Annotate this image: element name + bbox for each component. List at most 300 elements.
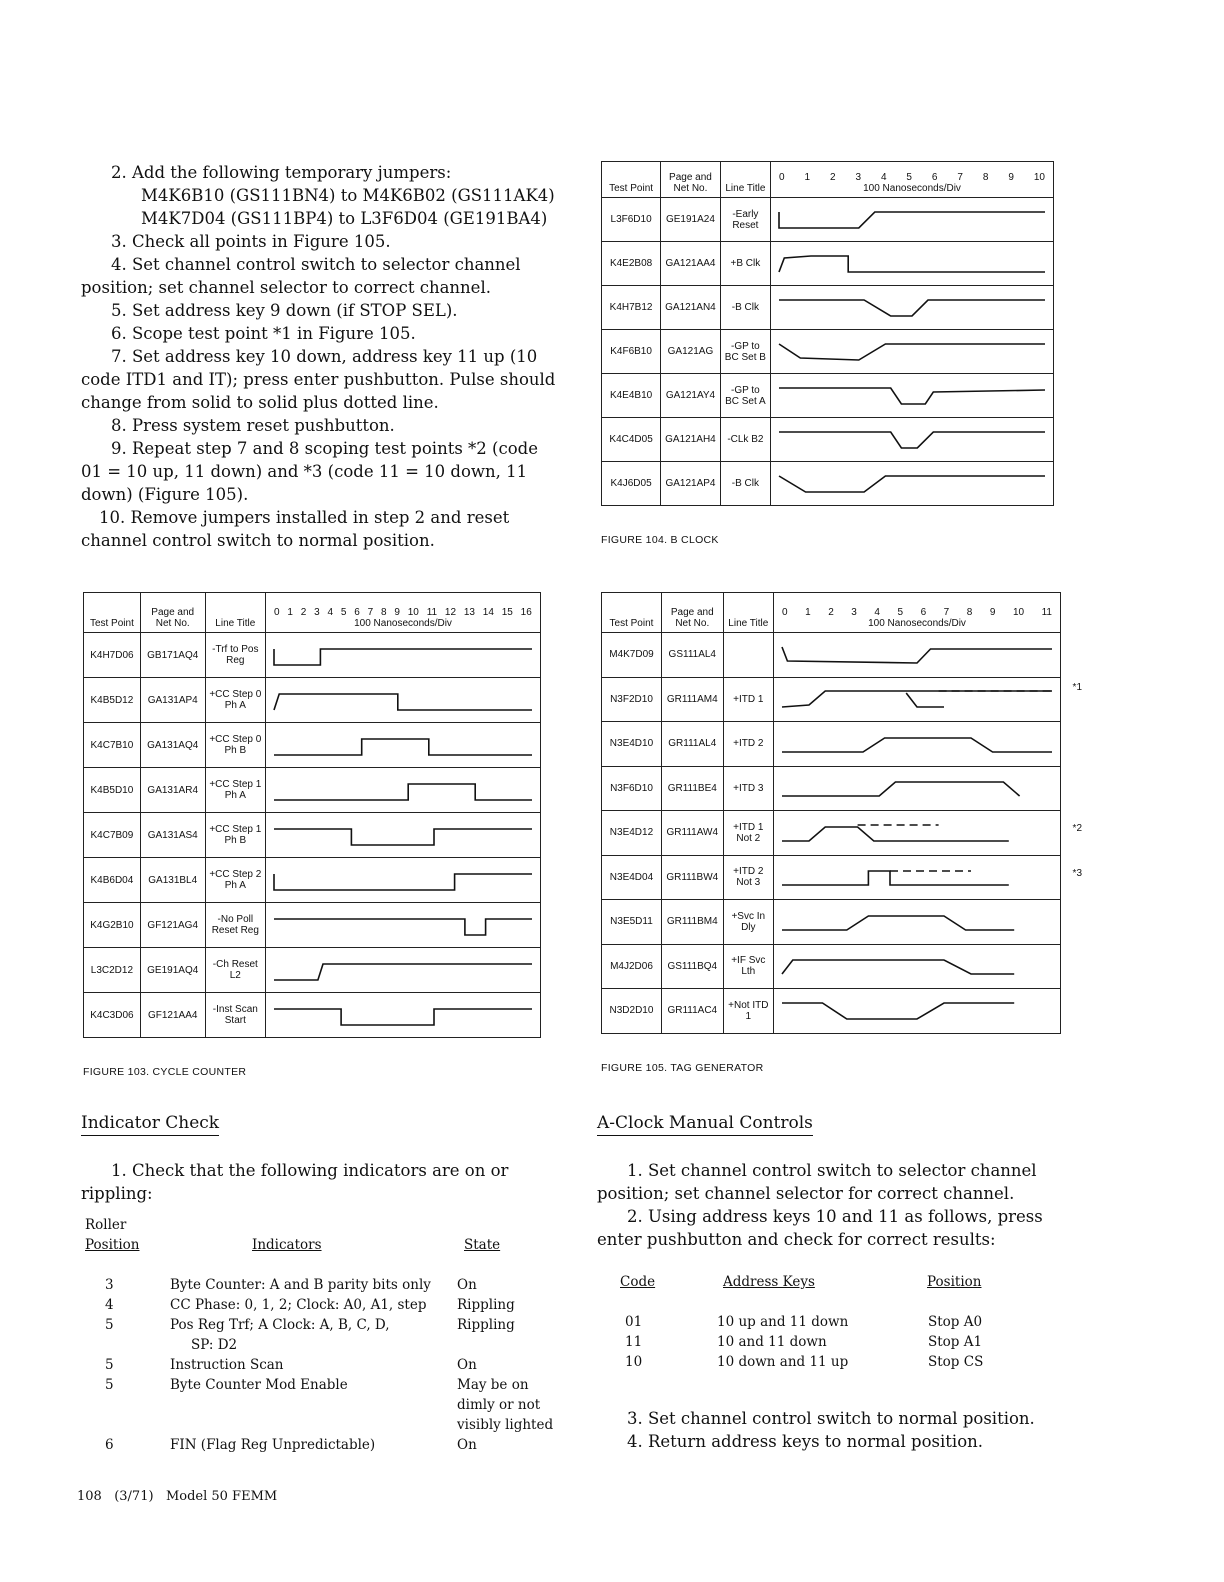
line-title: -B Clk [720,462,770,506]
step-4: 4. Set channel control switch to selector channel position; set channel selector to correct channel. [81,255,521,297]
line-title: +ITD 2 [723,722,773,767]
col-test-point: Test Point [602,162,661,198]
line-title: -B Clk [720,286,770,330]
waveform [268,1001,538,1029]
indicator-check-intro: 1. Check that the following indicators are on or rippling: [81,1161,509,1203]
waveform [776,774,1058,802]
net-number: GB171AQ4 [140,633,205,678]
aclock-step-3: 3. Set channel control switch to normal position. [627,1409,1035,1428]
signal-row [84,633,541,678]
waveform [268,866,538,894]
waveform [268,821,538,849]
waveform-cell [266,678,541,723]
col-address-keys: Address Keys [723,1274,815,1290]
waveform-trace [779,344,1045,360]
tick-label: 5 [897,607,904,618]
tick-label: 4 [327,607,334,618]
col-state: State [464,1237,501,1253]
aclock-step-1: 1. Set channel control switch to selector channel position; set channel selector for correct channel. [597,1161,1037,1203]
waveform-trace [274,1009,532,1025]
net-number: GA131AP4 [140,678,205,723]
figure-105-table [601,592,1082,1034]
line-title: -Early Reset [720,198,770,242]
net-number: GA121AY4 [661,374,721,418]
tick-label: 2 [829,172,836,183]
waveform-cell [771,286,1054,330]
signal-row [602,677,1061,722]
roller-position: 5 [105,1357,114,1373]
waveform [268,731,538,759]
tick-label: 8 [966,607,973,618]
signal-row [602,722,1061,767]
test-point: K4C4D05 [602,418,661,462]
net-number: GA121AP4 [661,462,721,506]
code-value: 01 [625,1314,643,1330]
indicator-table [85,1215,555,1465]
test-point: N3E4D04 [602,855,662,900]
code-value: 10 [625,1354,643,1370]
signal-row [84,903,541,948]
tick-label: 3 [851,607,857,618]
line-title: -Trf to Pos Reg [205,633,265,678]
tick-label: 6 [920,607,927,618]
time-unit: 100 Nanoseconds/Div [868,618,966,629]
test-point: K4C7B09 [84,813,141,858]
waveform-trace [782,647,1052,663]
test-point: K4G2B10 [84,903,141,948]
waveform-trace [779,476,1045,492]
waveform-cell [771,418,1054,462]
waveform [268,641,538,669]
waveform-cell [266,903,541,948]
waveform-cell [774,677,1082,722]
test-point: N3D2D10 [602,989,662,1034]
col-position: Position [927,1274,982,1290]
waveform-cell [771,242,1054,286]
waveform [773,338,1051,366]
indicator-state: Rippling [457,1297,515,1313]
waveform-trace [782,827,1009,841]
test-point: N3F6D10 [602,766,662,811]
indicator-name-cont: SP: D2 [191,1337,238,1353]
waveform-cell [266,993,541,1038]
net-number: GR111BE4 [661,766,723,811]
waveform [776,952,1058,980]
net-number: GA121AG [661,330,721,374]
waveform-cell [266,813,541,858]
position-value: Stop A1 [928,1334,983,1350]
test-point: N3E4D10 [602,722,662,767]
test-point: K4J6D05 [602,462,661,506]
figure-103-caption: FIGURE 103. CYCLE COUNTER [83,1066,247,1078]
tick-label: 2 [828,607,834,618]
test-point: K4B5D12 [84,678,141,723]
tick-labels [776,607,1058,618]
line-title: +CC Step 0 Ph B [205,723,265,768]
waveform-trace [779,212,1045,228]
tick-label: 11 [1041,607,1052,618]
waveform [773,426,1051,454]
col-test-point: Test Point [602,593,662,633]
col-test-point: Test Point [84,593,141,633]
tick-label: 8 [982,172,989,183]
line-title [723,633,773,678]
tick-label: 1 [287,607,293,618]
net-number: GF121AG4 [140,903,205,948]
waveform [773,382,1051,410]
net-number: GA121AN4 [661,286,721,330]
waveform-trace [782,871,1009,885]
tick-label: 10 [407,607,419,618]
waveform [773,250,1051,278]
signal-row [84,858,541,903]
tick-label: 14 [482,607,494,618]
tick-label: 5 [906,172,912,183]
test-point: N3E5D11 [602,900,662,945]
line-title: -GP to BC Set A [720,374,770,418]
col-code: Code [620,1274,656,1290]
figure-105-caption: FIGURE 105. TAG GENERATOR [601,1061,764,1074]
tick-label: 7 [367,607,374,618]
aclock-steps [597,1159,1072,1251]
step-2: 2. Add the following temporary jumpers: [111,163,452,182]
tick-label: 15 [501,607,513,618]
roller-position: 5 [105,1317,114,1333]
indicator-state: Rippling [457,1317,515,1333]
position-value: Stop CS [928,1354,984,1370]
col-page-net: Page and Net No. [140,593,205,633]
waveform [776,685,1058,713]
waveform [776,908,1058,936]
tick-label: 16 [520,607,532,618]
indicator-name: Instruction Scan [170,1357,284,1373]
col-timing [266,593,541,633]
waveform-trace [782,916,1014,930]
figure-103-table [83,592,541,1038]
tick-label: 7 [943,607,950,618]
col-timing [771,162,1054,198]
signal-row [84,768,541,813]
roller-position: 5 [105,1377,114,1393]
net-number: GR111AW4 [661,811,723,856]
waveform-cell [774,811,1082,856]
signal-row [84,723,541,768]
indicator-state: On [457,1437,477,1453]
step-6: 6. Scope test point *1 in Figure 105. [111,324,416,343]
net-number: GF121AA4 [140,993,205,1038]
tick-label: 6 [354,607,360,618]
roller-position: 4 [105,1297,114,1313]
signal-row [84,813,541,858]
roller-position: 6 [105,1437,114,1453]
waveform-trace [274,829,532,845]
line-title: -GP to BC Set B [720,330,770,374]
test-point: K4H7B12 [602,286,661,330]
time-unit: 100 Nanoseconds/Div [863,183,961,194]
signal-row [602,418,1054,462]
tick-label: 1 [805,607,811,618]
col-roller-label: Roller [85,1217,127,1233]
signal-row [602,374,1054,418]
net-number: GS111AL4 [661,633,723,678]
address-keys-value: 10 and 11 down [717,1334,827,1350]
line-title: +ITD 2 Not 3 [723,855,773,900]
waveform [776,819,1058,847]
waveform-trace [274,919,532,935]
waveform [773,294,1051,322]
tick-label: 3 [314,607,320,618]
tick-label: 9 [989,607,996,618]
net-number: GA121AH4 [661,418,721,462]
waveform [773,206,1051,234]
signal-row [602,633,1061,678]
line-title: +B Clk [720,242,770,286]
test-point: K4E2B08 [602,242,661,286]
net-number: GA131AS4 [140,813,205,858]
col-page-net: Page and Net No. [661,593,723,633]
net-number: GR111BW4 [661,855,723,900]
waveform-trace [274,649,532,665]
waveform-cell [774,722,1061,767]
tick-label: 5 [340,607,347,618]
test-point: M4J2D06 [602,944,662,989]
tick-labels [773,172,1051,183]
tick-label: 7 [957,172,963,183]
col-indicators: Indicators [252,1237,322,1253]
page-footer: 108 (3/71) Model 50 FEMM [77,1489,278,1504]
step-5: 5. Set address key 9 down (if STOP SEL). [111,301,458,320]
line-title: +ITD 1 [723,677,773,722]
test-point: K4B6D04 [84,858,141,903]
aclock-steps-end [597,1407,1077,1453]
waveform [268,956,538,984]
signal-row [602,989,1061,1034]
procedure-steps [81,161,561,552]
col-page-net: Page and Net No. [661,162,721,198]
waveform-cell [774,766,1061,811]
net-number: GE191A24 [661,198,721,242]
tick-label: 10 [1033,172,1045,183]
aclock-step-4: 4. Return address keys to normal position. [627,1432,983,1451]
signal-row [602,944,1061,989]
col-line-title: Line Title [720,162,770,198]
col-roller-position: Position [85,1237,140,1253]
waveform-cell [771,374,1054,418]
test-point: N3E4D12 [602,811,662,856]
step-8: 8. Press system reset pushbutton. [111,416,395,435]
waveform-trace [274,694,532,710]
tick-label: 9 [394,607,400,618]
net-number: GA131AQ4 [140,723,205,768]
waveform-trace [782,691,1052,707]
signal-row [602,242,1054,286]
indicator-state: On [457,1357,477,1373]
waveform-cell [266,858,541,903]
time-unit: 100 Nanoseconds/Div [354,618,452,629]
waveform-trace [274,739,532,755]
figure-104-caption: FIGURE 104. B CLOCK [601,534,719,546]
test-point: M4K7D09 [602,633,662,678]
line-title: -CLk B2 [720,418,770,462]
indicator-name: Byte Counter Mod Enable [170,1377,348,1393]
waveform-trace [782,782,1020,796]
tick-label: 4 [880,172,887,183]
signal-row [84,678,541,723]
test-point: K4E4B10 [602,374,661,418]
indicator-name: FIN (Flag Reg Unpredictable) [170,1437,376,1453]
line-title: +ITD 1 Not 2 [723,811,773,856]
signal-row [602,855,1061,900]
test-point: L3C2D12 [84,948,141,993]
waveform-cell [774,989,1061,1034]
waveform-trace [779,388,1045,404]
tick-label: 3 [855,172,862,183]
waveform-cell [266,723,541,768]
waveform-trace [779,300,1045,316]
waveform-trace [274,784,532,800]
net-number: GA131AR4 [140,768,205,813]
address-keys-value: 10 up and 11 down [717,1314,849,1330]
waveform-cell [771,198,1054,242]
waveform-trace [274,874,532,890]
tick-labels [268,607,538,618]
tick-label: 0 [779,172,785,183]
waveform-trace [782,1003,1014,1019]
test-point: K4H7D06 [84,633,141,678]
test-point: K4C7B10 [84,723,141,768]
waveform [776,730,1058,758]
tick-label: 0 [274,607,280,618]
figure-104-table [601,161,1054,506]
line-title: -Ch Reset L2 [205,948,265,993]
waveform [773,470,1051,498]
step-3: 3. Check all points in Figure 105. [111,232,391,251]
net-number: GE191AQ4 [140,948,205,993]
waveform-cell [771,330,1054,374]
line-title: +Svc In Dly [723,900,773,945]
waveform [268,686,538,714]
indicator-name: Pos Reg Trf; A Clock: A, B, C, D, [170,1317,390,1333]
line-title: +IF Svc Lth [723,944,773,989]
waveform-cell [771,462,1054,506]
line-title: -No Poll Reset Reg [205,903,265,948]
test-point-mark: *3 [1072,867,1082,879]
figure-103 [83,592,541,1078]
test-point: K4B5D10 [84,768,141,813]
waveform-cell [266,768,541,813]
tick-label: 0 [782,607,788,618]
waveform [776,997,1058,1025]
waveform-cell [266,633,541,678]
step-10: 10. Remove jumpers installed in step 2 and reset channel control switch to normal position. [81,508,510,550]
test-point: K4F6B10 [602,330,661,374]
tick-label: 2 [300,607,307,618]
tick-label: 9 [1008,172,1014,183]
figure-105 [601,592,1082,1074]
roller-position: 3 [105,1277,114,1293]
waveform-cell [774,855,1082,900]
waveform [268,776,538,804]
line-title: +CC Step 2 Ph A [205,858,265,903]
line-title: +ITD 3 [723,766,773,811]
waveform-cell [266,948,541,993]
net-number: GR111BM4 [661,900,723,945]
signal-row [602,198,1054,242]
waveform-trace [779,256,1045,272]
col-timing [774,593,1061,633]
waveform-trace [782,738,1052,752]
line-title: -Inst Scan Start [205,993,265,1038]
line-title: +Not ITD 1 [723,989,773,1034]
tick-label: 6 [931,172,938,183]
signal-row [602,330,1054,374]
tick-label: 4 [874,607,880,618]
step-9: 9. Repeat step 7 and 8 scoping test points *2 (code 01 = 10 up, 11 down) and *3 (code 11 = 10 down, 11 down) (Figure 105). [81,439,538,504]
net-number: GR111AL4 [661,722,723,767]
waveform [776,863,1058,891]
address-keys-value: 10 down and 11 up [717,1354,849,1370]
tick-label: 8 [381,607,387,618]
col-line-title: Line Title [205,593,265,633]
waveform-trace [782,960,1014,974]
line-title: +CC Step 0 Ph A [205,678,265,723]
waveform-trace [274,964,532,980]
code-value: 11 [625,1334,643,1350]
indicator-state: May be on dimly or not visibly lighted [457,1377,554,1433]
indicator-state: On [457,1277,477,1293]
line-title: +CC Step 1 Ph A [205,768,265,813]
col-line-title: Line Title [723,593,773,633]
aclock-step-2: 2. Using address keys 10 and 11 as follows, press enter pushbutton and check for correct results: [597,1207,1043,1249]
tick-label: 13 [463,607,475,618]
net-number: GA131BL4 [140,858,205,903]
test-point-mark: *1 [1072,681,1082,693]
test-point: K4C3D06 [84,993,141,1038]
signal-row [602,286,1054,330]
figure-104 [601,161,1054,546]
tick-label: 12 [444,607,457,618]
step-2-jumper-a: M4K6B10 (GS111BN4) to M4K6B02 (GS111AK4) [141,186,555,205]
aclock-table [620,1272,1040,1372]
net-number: GA121AA4 [661,242,721,286]
step-7: 7. Set address key 10 down, address key 11 up (10 code ITD1 and IT); press enter pushbutton. Pulse should change from solid to solid plus dotted line. [81,347,556,412]
net-number: GS111BQ4 [661,944,723,989]
waveform-cell [774,944,1061,989]
indicator-name: Byte Counter: A and B parity bits only [170,1277,431,1293]
line-title: +CC Step 1 Ph B [205,813,265,858]
position-value: Stop A0 [928,1314,983,1330]
waveform-cell [774,900,1061,945]
tick-label: 1 [804,172,811,183]
signal-row [602,811,1061,856]
net-number: GR111AM4 [661,677,723,722]
step-2-jumper-b: M4K7D04 (GS111BP4) to L3F6D04 (GE191BA4) [141,209,548,228]
test-point: L3F6D10 [602,198,661,242]
signal-row [602,900,1061,945]
tick-label: 11 [426,607,438,618]
aclock-heading: A-Clock Manual Controls [597,1113,813,1133]
test-point: N3F2D10 [602,677,662,722]
indicator-name: CC Phase: 0, 1, 2; Clock: A0, A1, step [170,1297,427,1313]
waveform-trace [779,432,1045,448]
signal-row [602,462,1054,506]
signal-row [84,993,541,1038]
waveform [268,911,538,939]
signal-row [84,948,541,993]
test-point-mark: *2 [1072,823,1082,834]
waveform-cell [774,633,1061,678]
net-number: GR111AC4 [661,989,723,1034]
